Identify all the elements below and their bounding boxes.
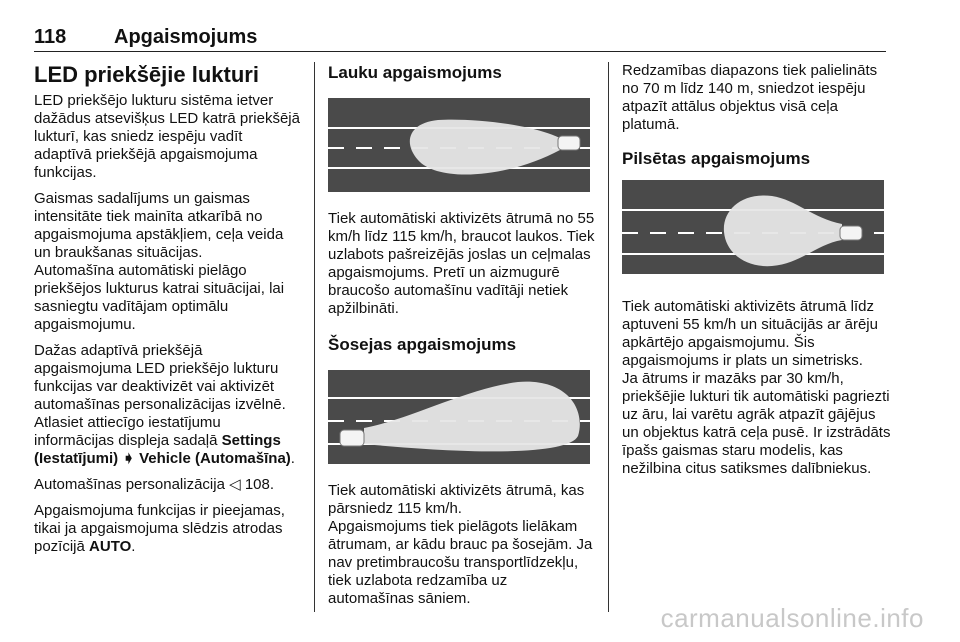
paragraph xyxy=(34,342,304,468)
settings-menu-path: Settings (Iestatījumi) ➧ Vehicle (Automašīna) xyxy=(34,432,291,467)
auto-switch-label: AUTO xyxy=(89,538,132,555)
column-divider xyxy=(608,62,609,612)
column-2 xyxy=(328,62,596,616)
paragraph: Apgaismojums tiek pielāgots lielākam ātrumam, ar kādu brauc pa šosejām. Ja nav pretimbraucošu transportlīdzekļu, tiek uzlabota redzamība uz automašīnas sāniem. xyxy=(328,518,593,607)
paragraph: Automašīna automātiski pielāgo priekšējos lukturus katrai situācijai, lai sasniegtu vadītājam optimālu apgaismojumu. xyxy=(34,262,285,333)
motorway-light-heading: Šosejas apgaismojums xyxy=(328,335,517,354)
paragraph: Tiek automātiski aktivizēts ātrumā līdz aptuveni 55 km/h un situācijās ar ārēju apkārtējo apgaismojumu. Šis apgaismojums ir plats un simetrisks. xyxy=(622,298,878,369)
column-divider xyxy=(314,62,315,612)
paragraph xyxy=(34,476,304,494)
column-1 xyxy=(34,62,304,564)
column-3 xyxy=(622,62,892,486)
ref-arrow-icon[interactable]: ◁ 108. xyxy=(229,476,275,493)
paragraph: Tiek automātiski aktivizēts ātrumā no 55 km/h līdz 115 km/h, braucot laukos. Tiek uzlabots pašreizējās joslas un ceļmalas apgaismojums. Pretī un aizmugurē braucošo automašīnu vadītāji netiek apžilbināti. xyxy=(328,210,595,317)
watermark: carmanualsonline.info xyxy=(660,603,924,633)
section-title: Apgaismojums xyxy=(114,26,258,48)
punctuation: . xyxy=(290,450,295,467)
paragraph-text: Dažas adaptīvā priekšējā apgaismojuma LED priekšējo lukturu funkcijas var deaktivizēt vai aktivizēt automašīnas personalizācijas izvēlnē. Atlasiet attiecīgo iestatījumu informācijas displeja sadaļā xyxy=(34,342,286,449)
motorway-light-illustration xyxy=(328,370,590,464)
led-headlights-heading: LED priekšējie lukturi xyxy=(34,62,259,87)
country-light-illustration xyxy=(328,98,590,192)
paragraph-text: Apgaismojuma funkcijas ir pieejamas, tikai ja apgaismojuma slēdzis atrodas pozīcijā xyxy=(34,502,285,555)
paragraph: LED priekšējo lukturu sistēma ietver dažādus atsevišķus LED katrā priekšējā lukturī, kas sniedz iespēju vadīt adaptīvā priekšējā apgaismojuma funkcijas. xyxy=(34,92,300,181)
paragraph: Gaismas sadalījums un gaismas intensitāte tiek mainīta atkarībā no apgaismojuma apstākļiem, ceļa veida un braukšanas situācijas. xyxy=(34,190,284,261)
paragraph xyxy=(34,502,304,556)
page-number: 118 xyxy=(34,26,67,48)
page-header xyxy=(34,26,886,52)
country-light-heading: Lauku apgaismojums xyxy=(328,63,502,82)
paragraph-text: Automašīnas personalizācija xyxy=(34,476,230,493)
paragraph: Redzamības diapazons tiek palielināts no 70 m līdz 140 m, sniedzot iespēju atpazīt attālus objektus visā ceļa platumā. xyxy=(622,62,878,133)
punctuation: . xyxy=(131,538,136,555)
town-light-heading: Pilsētas apgaismojums xyxy=(622,149,811,168)
town-light-illustration xyxy=(622,180,884,274)
paragraph: Tiek automātiski aktivizēts ātrumā, kas pārsniedz 115 km/h. xyxy=(328,482,585,517)
paragraph: Ja ātrums ir mazāks par 30 km/h, priekšējie lukturi tik automātiski pagriezti uz āru, lai varētu agrāk atpazīt gājējus un objektus katrā ceļa pusē. Ir izstrādāts īpašs gaismas staru modelis, kas nežilbina citus satiksmes dalībniekus. xyxy=(622,370,891,477)
